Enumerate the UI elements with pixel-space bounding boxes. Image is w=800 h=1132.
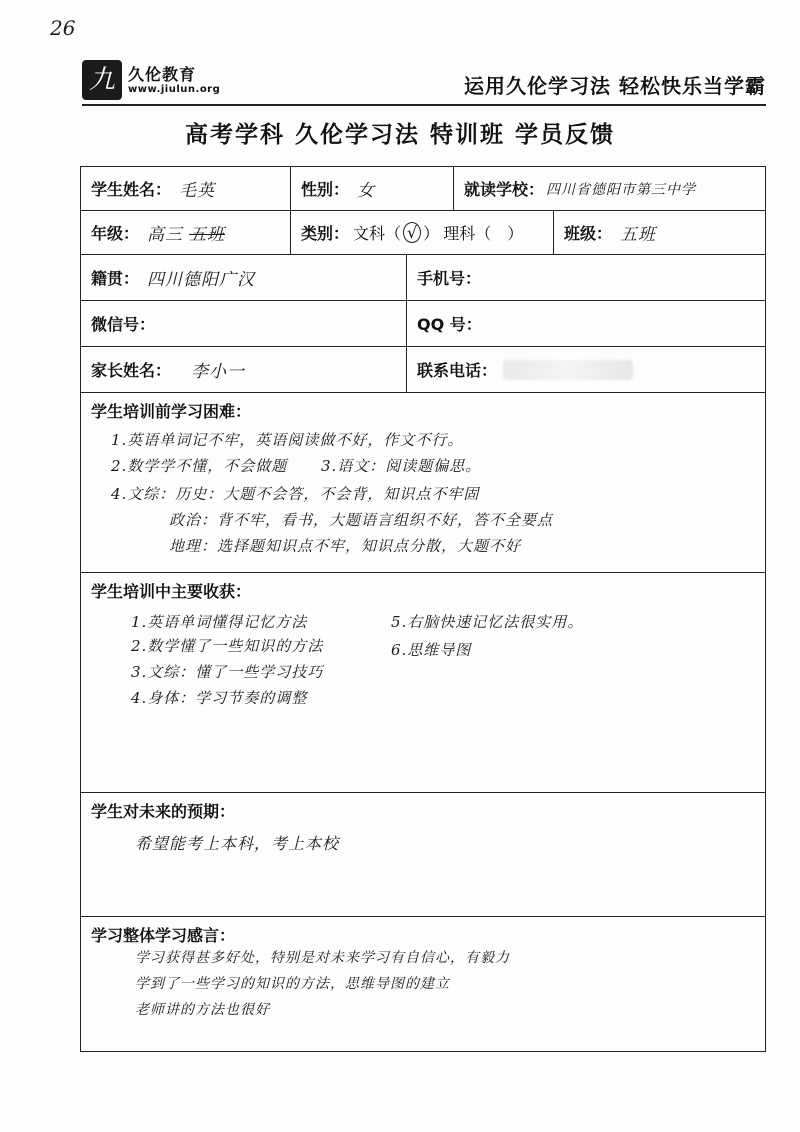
school-value: 四川省德阳市第三中学 <box>546 181 697 198</box>
school-field[interactable] <box>454 167 767 210</box>
gain-line: 6.思维导图 <box>391 641 472 659</box>
arts-option-label: 文科（ <box>353 224 402 243</box>
difficulties-title: 学生培训前学习困难： <box>91 402 252 421</box>
expectation-text: 希望能考上本科，考上本校 <box>135 834 340 853</box>
category-label: 类别： <box>301 224 350 243</box>
grade-field[interactable] <box>81 211 291 254</box>
arts-checkmark-icon[interactable]: √ <box>403 222 421 243</box>
gender-label: 性别： <box>301 180 350 199</box>
contact-phone-label: 联系电话： <box>417 361 498 380</box>
parent-name-value: 李小一 <box>191 362 246 382</box>
brand-name: 久伦教育 <box>128 65 197 84</box>
qq-label: QQ 号： <box>417 315 482 334</box>
gender-value: 女 <box>357 181 376 201</box>
gain-line: 1.英语单词懂得记忆方法 <box>131 613 308 631</box>
category-field[interactable] <box>291 211 554 254</box>
student-name-field[interactable] <box>81 167 291 210</box>
gains-title: 学生培训中主要收获： <box>91 582 252 601</box>
page-number: 26 <box>50 16 76 40</box>
student-name-value: 毛英 <box>179 181 216 201</box>
difficulty-line: 2.数学学不懂，不会做题 <box>111 457 288 475</box>
grade-label: 年级： <box>91 224 140 243</box>
gain-line: 4.身体：学习节奏的调整 <box>131 689 308 707</box>
row-parent-contact <box>81 347 765 393</box>
header-divider <box>82 104 766 106</box>
reflection-line: 学到了一些学习的知识的方法，思维导图的建立 <box>135 976 450 992</box>
difficulty-line: 4.文综：历史：大题不会答，不会背，知识点不牢固 <box>111 485 480 503</box>
origin-label: 籍贯： <box>91 269 140 288</box>
reflection-line: 老师讲的方法也很好 <box>135 1002 270 1018</box>
gains-section[interactable] <box>81 573 765 793</box>
redacted-phone-number <box>503 360 633 380</box>
gender-field[interactable] <box>291 167 454 210</box>
difficulty-line: 3.语文：阅读题偏思。 <box>321 457 482 475</box>
class-value: 五班 <box>620 225 657 245</box>
slogan: 运用久伦学习法 轻松快乐当学霸 <box>464 74 766 98</box>
expectations-title: 学生对未来的预期： <box>91 802 236 821</box>
wechat-label: 微信号： <box>91 315 156 334</box>
class-field[interactable] <box>554 211 767 254</box>
phone-label: 手机号： <box>417 269 482 288</box>
difficulty-line: 地理：选择题知识点不牢，知识点分散，大题不好 <box>169 537 522 555</box>
difficulty-line: 政治：背不牢，看书，大题语言组织不好，答不全要点 <box>169 511 554 529</box>
difficulties-section[interactable] <box>81 393 765 573</box>
reflections-title: 学习整体学习感言： <box>91 926 236 945</box>
grade-value: 高三 <box>147 225 184 245</box>
class-label: 班级： <box>564 224 613 243</box>
row-name-gender-school <box>81 167 765 211</box>
student-name-label: 学生姓名： <box>91 180 172 199</box>
arts-option-close: ） <box>423 224 440 243</box>
wechat-field[interactable] <box>81 301 407 346</box>
brand-url: www.jiulun.org <box>128 84 221 95</box>
grade-struck-text: 五班 <box>189 225 226 245</box>
jiulun-logo-icon: 九 <box>82 60 122 100</box>
school-label: 就读学校： <box>464 180 545 199</box>
science-option-label[interactable]: 理科（ ） <box>443 224 524 243</box>
origin-field[interactable] <box>81 255 407 300</box>
difficulty-line: 1.英语单词记不牢，英语阅读做不好，作文不行。 <box>111 431 464 449</box>
parent-name-label: 家长姓名： <box>91 361 172 380</box>
phone-field[interactable] <box>407 255 767 300</box>
document-title: 高考学科 久伦学习法 特训班 学员反馈 <box>184 122 616 148</box>
gain-line: 2.数学懂了一些知识的方法 <box>131 637 324 655</box>
qq-field[interactable] <box>407 301 767 346</box>
row-wechat-qq <box>81 301 765 347</box>
parent-name-field[interactable] <box>81 347 407 392</box>
contact-phone-field[interactable] <box>407 347 767 392</box>
reflections-section[interactable] <box>81 917 765 1050</box>
row-origin-phone <box>81 255 765 301</box>
gain-line: 3.文综：懂了一些学习技巧 <box>131 663 324 681</box>
gain-line: 5.右脑快速记忆法很实用。 <box>391 613 584 631</box>
document-header <box>82 60 766 104</box>
expectations-section[interactable] <box>81 793 765 917</box>
row-grade-category-class <box>81 211 765 255</box>
feedback-form <box>80 166 766 1052</box>
origin-value: 四川德阳广汉 <box>147 270 256 290</box>
reflection-line: 学习获得甚多好处，特别是对未来学习有自信心，有毅力 <box>135 950 510 966</box>
